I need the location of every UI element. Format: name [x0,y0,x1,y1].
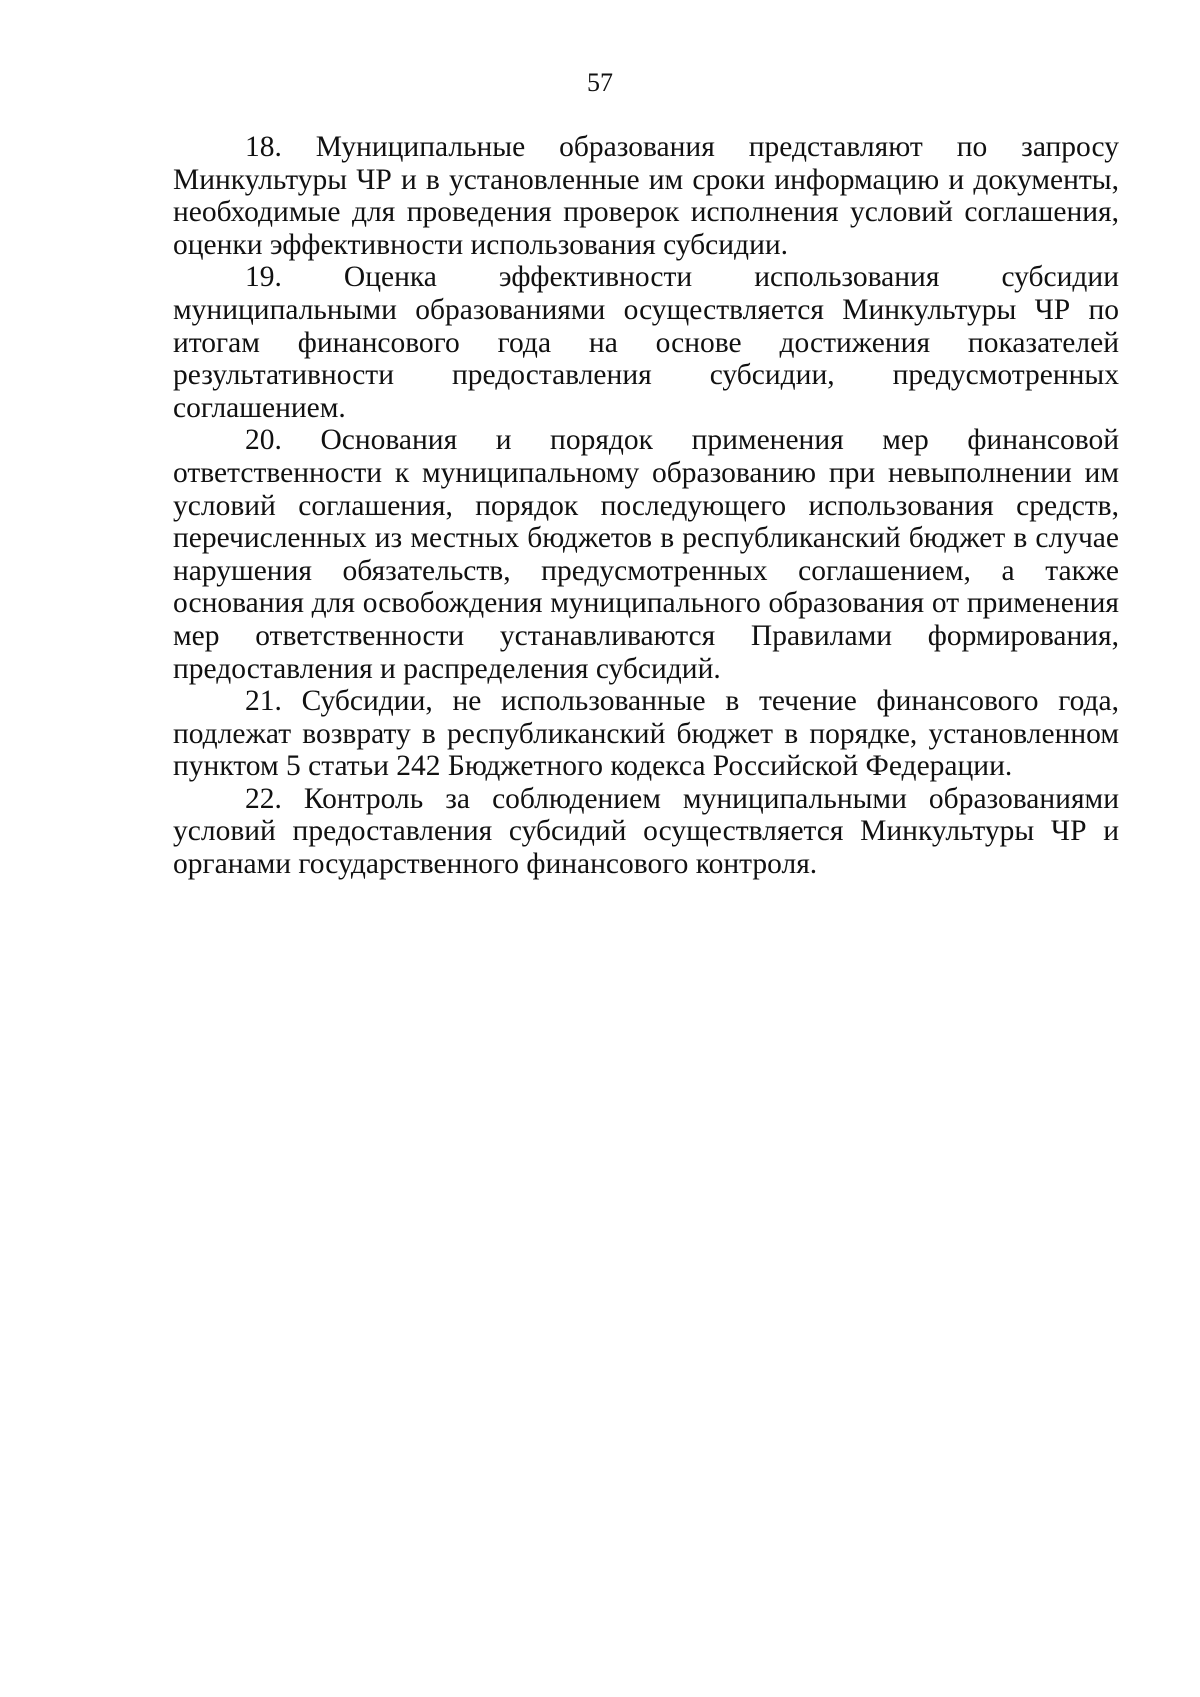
paragraph-20: 20. Основания и порядок применения мер финансовой ответственности к муниципальному образованию при невыполнении им условий соглашения, порядок последующего использования средств, перечисленных из местных бюджетов в республиканский бюджет в случае нарушения обязательств, предусмотренных соглашением, а также основания для освобождения муниципального образования от применения мер ответственности устанавливаются Правилами формирования, предоставления и распределения субсидий. [173,424,1119,685]
document-body [173,131,1119,881]
paragraph-18: 18. Муниципальные образования представляют по запросу Минкультуры ЧР и в установленные им сроки информацию и документы, необходимые для проведения проверок исполнения условий соглашения, оценки эффективности использования субсидии. [173,131,1119,261]
paragraph-19: 19. Оценка эффективности использования субсидии муниципальными образованиями осуществляется Минкультуры ЧР по итогам финансового года на основе достижения показателей результативности предоставления субсидии, предусмотренных соглашением. [173,261,1119,424]
paragraph-22: 22. Контроль за соблюдением муниципальными образованиями условий предоставления субсидий осуществляется Минкультуры ЧР и органами государственного финансового контроля. [173,782,1119,881]
page-number: 57 [587,68,613,97]
paragraph-21: 21. Субсидии, не использованные в течение финансового года, подлежат возврату в республиканский бюджет в порядке, установленном пунктом 5 статьи 242 Бюджетного кодекса Российской Федерации. [173,685,1119,783]
